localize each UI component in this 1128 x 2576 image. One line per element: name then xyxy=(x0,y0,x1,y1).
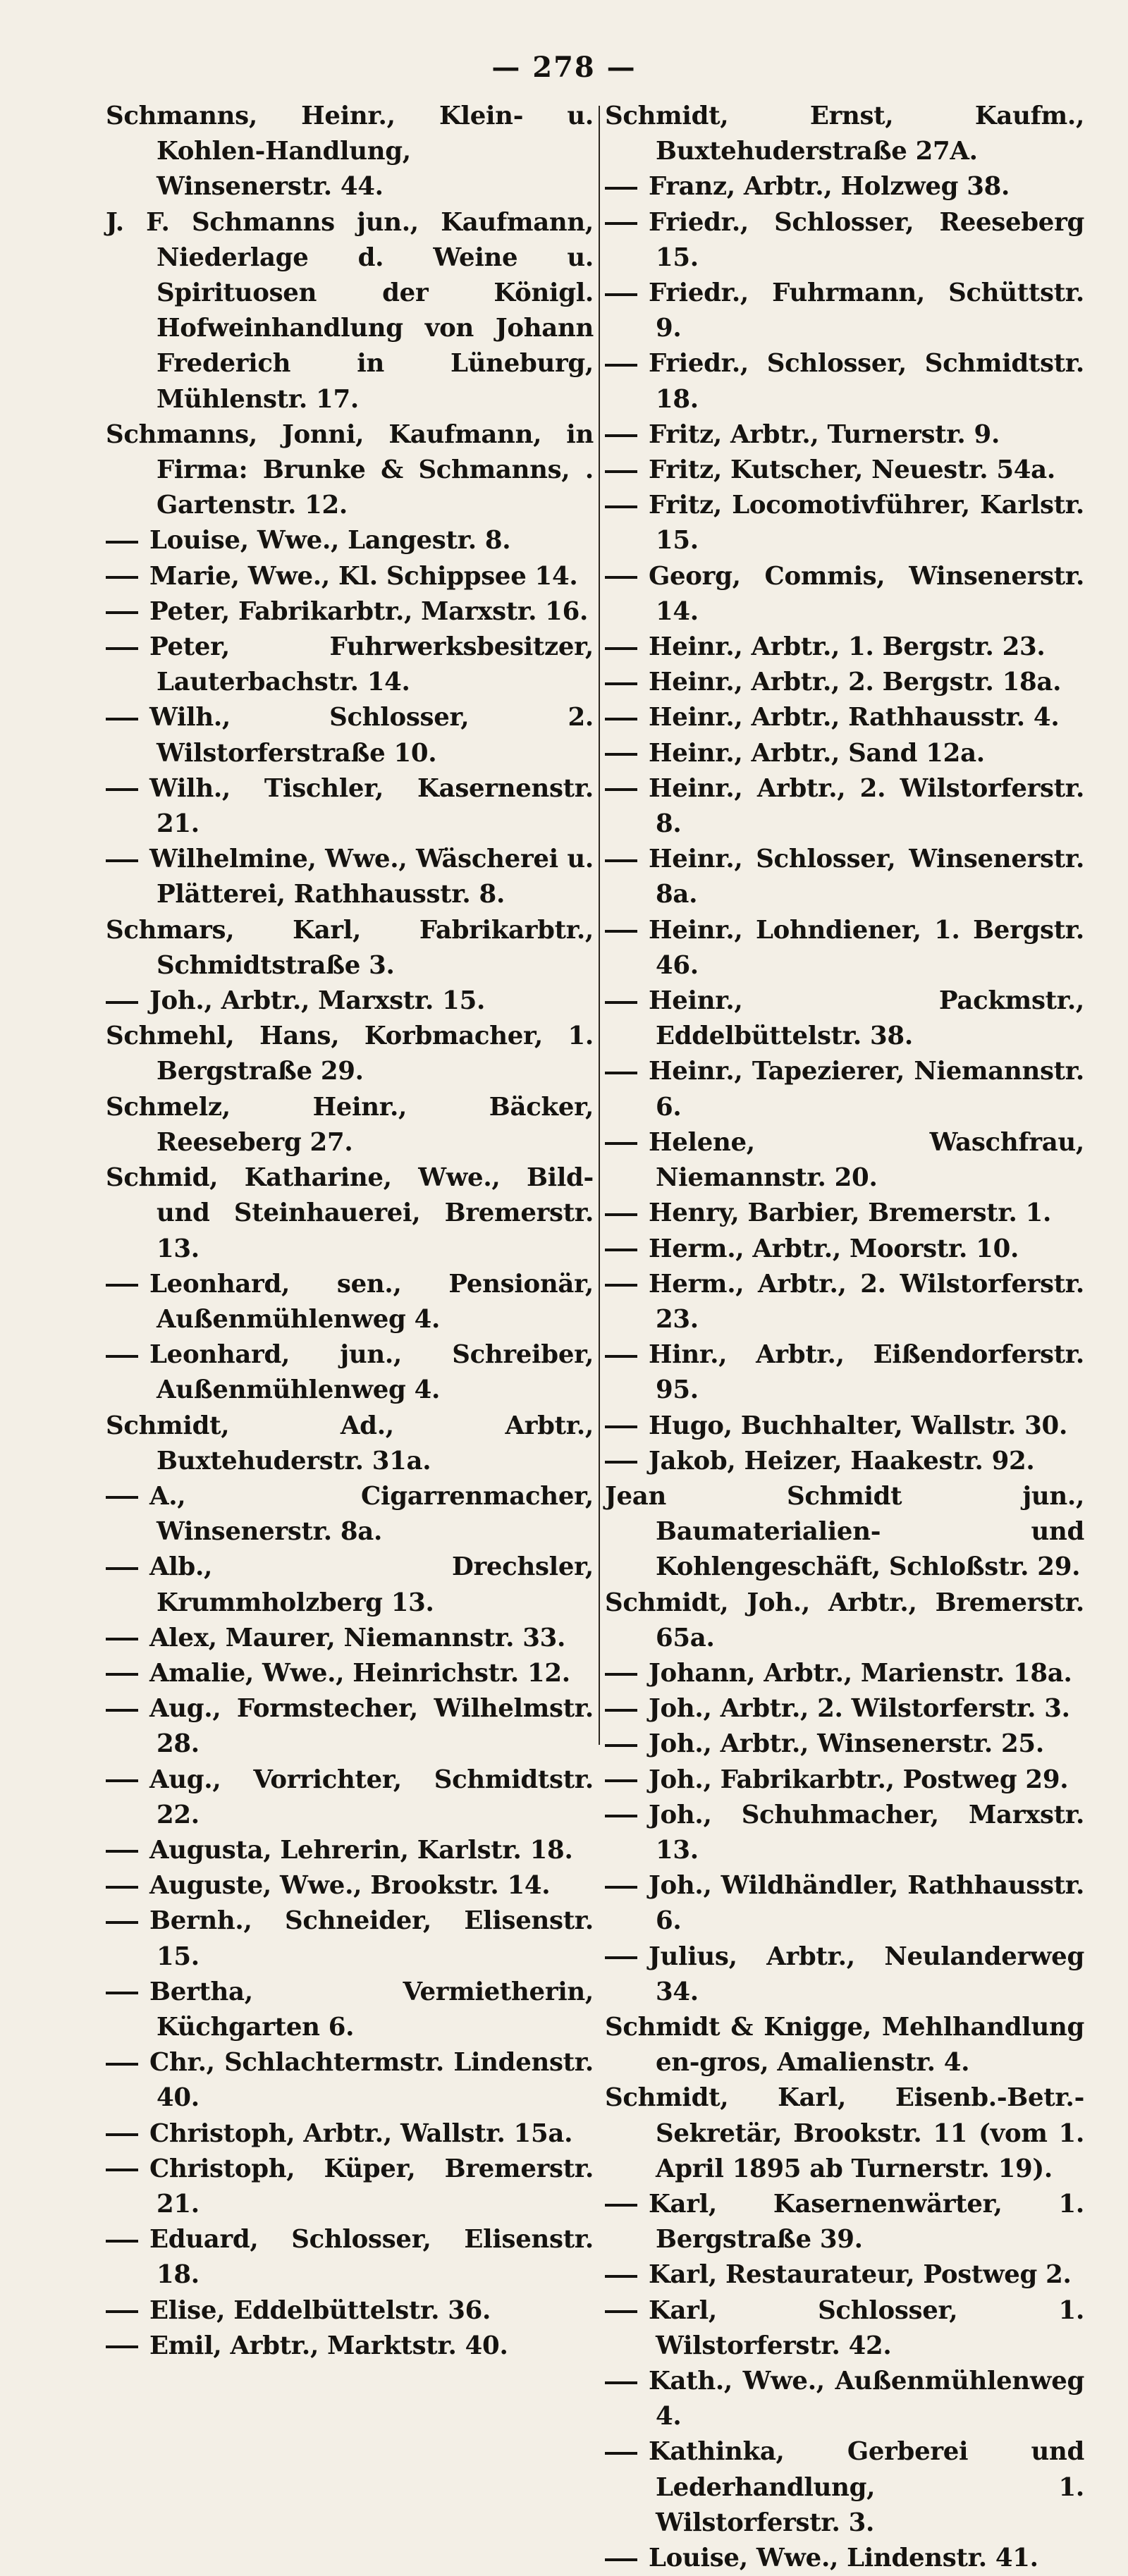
directory-subentry xyxy=(605,1337,1084,1408)
ditto-dash xyxy=(605,488,649,523)
ditto-dash xyxy=(605,842,649,877)
directory-entry xyxy=(605,2010,1084,2080)
directory-subentry xyxy=(605,1054,1084,1124)
entry-text: Emil, Arbtr., Marktstr. 40. xyxy=(149,2331,508,2360)
directory-subentry xyxy=(605,1232,1084,1267)
entry-text: Schmidt, Karl, Eisenb.-Betr.-Sekretär, Brookstr. 11 (vom 1. April 1895 ab Turnerstr. 19). xyxy=(605,2083,1084,2183)
entry-text: Karl, Schlosser, 1. Wilstorferstr. 42. xyxy=(649,2295,1084,2360)
directory-subentry xyxy=(605,1444,1084,1479)
directory-entry xyxy=(605,99,1084,169)
directory-entry xyxy=(106,1160,594,1267)
ditto-dash xyxy=(605,1656,649,1691)
ditto-dash xyxy=(605,1267,649,1302)
entry-text: Schmid, Katharine, Wwe., Bild- und Steinhauerei, Bremerstr. 13. xyxy=(106,1163,594,1263)
ditto-dash xyxy=(106,2329,149,2364)
directory-subentry xyxy=(106,2293,594,2329)
ditto-dash xyxy=(605,276,649,311)
ditto-dash xyxy=(106,1267,149,1302)
directory-subentry xyxy=(106,1903,594,1974)
entry-text: Jean Schmidt jun., Baumaterialien- und Kohlengeschäft, Schloßstr. 29. xyxy=(605,1481,1084,1582)
ditto-dash xyxy=(106,1868,149,1903)
ditto-dash xyxy=(605,1125,649,1160)
directory-subentry xyxy=(106,1267,594,1337)
entry-text: Herm., Arbtr., Moorstr. 10. xyxy=(649,1234,1019,1263)
ditto-dash xyxy=(605,630,649,665)
entry-text: Kathinka, Gerberei und Lederhandlung, 1. Wilstorferstr. 3. xyxy=(649,2437,1084,2537)
entry-text: Alb., Drechsler, Krummholzberg 13. xyxy=(149,1552,594,1617)
ditto-dash xyxy=(605,1868,649,1903)
ditto-dash xyxy=(106,2222,149,2257)
entry-text: Fritz, Arbtr., Turnerstr. 9. xyxy=(649,419,1000,449)
entry-text: Schmars, Karl, Fabrikarbtr., Schmidtstraße 3. xyxy=(106,915,594,980)
entry-text: Heinr., Arbtr., 2. Wilstorferstr. 8. xyxy=(649,773,1084,839)
entry-text: Christoph, Arbtr., Wallstr. 15a. xyxy=(149,2118,573,2148)
directory-subentry xyxy=(106,559,594,594)
ditto-dash xyxy=(106,842,149,877)
directory-subentry xyxy=(605,2187,1084,2257)
entry-text: Joh., Schuhmacher, Marxstr. 13. xyxy=(649,1800,1084,1865)
entry-text: Peter, Fuhrwerksbesitzer, Lauterbachstr. 14. xyxy=(149,632,594,697)
ditto-dash xyxy=(106,594,149,630)
entry-text: Louise, Wwe., Lindenstr. 41. xyxy=(649,2544,1038,2573)
directory-subentry xyxy=(605,630,1084,665)
ditto-dash xyxy=(106,983,149,1019)
directory-subentry xyxy=(605,1726,1084,1762)
ditto-dash xyxy=(106,2293,149,2329)
entry-text: Joh., Arbtr., 2. Wilstorferstr. 3. xyxy=(649,1694,1070,1724)
entry-text: Wilh., Schlosser, 2. Wilstorferstraße 10. xyxy=(149,703,594,768)
directory-subentry xyxy=(605,913,1084,983)
directory-entry xyxy=(106,1409,594,1479)
entry-text: J. F. Schmanns jun., Kaufmann, Niederlage d. Weine u. Spirituosen der Königl. Hofweinhandlung von Johann Frederich in Lüneburg, Mühlenstr. 17. xyxy=(106,207,594,414)
ditto-dash xyxy=(605,169,649,204)
entry-text: Julius, Arbtr., Neulanderweg 34. xyxy=(649,1942,1084,2006)
entry-text: Hugo, Buchhalter, Wallstr. 30. xyxy=(649,1411,1067,1440)
directory-entry xyxy=(605,1586,1084,1656)
directory-subentry xyxy=(106,2329,594,2364)
directory-subentry xyxy=(605,205,1084,276)
entry-text: Helene, Waschfrau, Niemannstr. 20. xyxy=(649,1127,1084,1193)
directory-subentry xyxy=(106,594,594,630)
directory-subentry xyxy=(106,1656,594,1691)
ditto-dash xyxy=(106,1903,149,1939)
directory-subentry xyxy=(605,453,1084,488)
directory-subentry xyxy=(605,2434,1084,2541)
entry-text: Amalie, Wwe., Heinrichstr. 12. xyxy=(149,1658,570,1688)
entry-text: Leonhard, sen., Pensionär, Außenmühlenweg 4. xyxy=(149,1269,594,1334)
ditto-dash xyxy=(605,2293,649,2329)
ditto-dash xyxy=(605,1232,649,1267)
directory-subentry xyxy=(605,1762,1084,1798)
directory-entry xyxy=(106,417,594,524)
entry-text: Wilh., Tischler, Kasernenstr. 21. xyxy=(149,773,594,839)
directory-subentry xyxy=(605,2364,1084,2434)
directory-subentry xyxy=(605,417,1084,453)
entry-text: Schmanns, Jonni, Kaufmann, in Firma: Brunke & Schmanns, . Gartenstr. 12. xyxy=(106,419,594,520)
directory-subentry xyxy=(605,1939,1084,2010)
directory-subentry xyxy=(106,1833,594,1868)
entry-text: Joh., Fabrikarbtr., Postweg 29. xyxy=(649,1765,1069,1794)
ditto-dash xyxy=(605,913,649,948)
directory-subentry xyxy=(605,665,1084,700)
ditto-dash xyxy=(605,1337,649,1373)
directory-entry xyxy=(106,913,594,983)
directory-subentry xyxy=(605,983,1084,1054)
directory-subentry xyxy=(605,1798,1084,1868)
directory-subentry xyxy=(605,2541,1084,2576)
ditto-dash xyxy=(605,2187,649,2222)
entry-text: Aug., Vorrichter, Schmidtstr. 22. xyxy=(149,1765,594,1829)
entry-text: Leonhard, jun., Schreiber, Außenmühlenweg 4. xyxy=(149,1340,594,1405)
entry-text: Fritz, Kutscher, Neuestr. 54a. xyxy=(649,455,1055,485)
entry-text: Schmelz, Heinr., Bäcker, Reeseberg 27. xyxy=(106,1092,594,1157)
ditto-dash xyxy=(605,1798,649,1833)
entry-text: Christoph, Küper, Bremerstr. 21. xyxy=(149,2154,594,2219)
ditto-dash xyxy=(605,1691,649,1726)
ditto-dash xyxy=(605,983,649,1019)
entry-text: Schmidt, Ernst, Kaufm., Buxtehuderstraße 27A. xyxy=(605,102,1084,166)
ditto-dash xyxy=(106,1691,149,1726)
ditto-dash xyxy=(605,736,649,771)
directory-subentry xyxy=(605,346,1084,417)
directory-subentry xyxy=(605,169,1084,204)
entry-text: Herm., Arbtr., 2. Wilstorferstr. 23. xyxy=(649,1269,1084,1334)
directory-subentry xyxy=(106,1975,594,2045)
directory-subentry xyxy=(605,1125,1084,1196)
entry-text: Heinr., Tapezierer, Niemannstr. 6. xyxy=(649,1057,1084,1122)
directory-subentry xyxy=(605,842,1084,912)
ditto-dash xyxy=(605,453,649,488)
directory-subentry xyxy=(106,1550,594,1620)
left-column xyxy=(106,99,594,2364)
directory-subentry xyxy=(106,2222,594,2293)
ditto-dash xyxy=(605,1939,649,1975)
ditto-dash xyxy=(605,665,649,700)
directory-subentry xyxy=(106,842,594,912)
directory-subentry xyxy=(106,2045,594,2116)
directory-subentry xyxy=(106,1691,594,1762)
directory-entry xyxy=(106,205,594,417)
ditto-dash xyxy=(605,559,649,594)
column-divider xyxy=(599,106,600,1745)
entry-text: Schmehl, Hans, Korbmacher, 1. Bergstraße 29. xyxy=(106,1022,594,1086)
entry-text: Schmidt & Knigge, Mehlhandlung en-gros, Amalienstr. 4. xyxy=(605,2012,1084,2078)
entry-text: Heinr., Arbtr., 1. Bergstr. 23. xyxy=(649,632,1046,662)
entry-text: Louise, Wwe., Langestr. 8. xyxy=(149,526,511,556)
ditto-dash xyxy=(605,2257,649,2293)
entry-text: Heinr., Packmstr., Eddelbüttelstr. 38. xyxy=(649,986,1084,1051)
ditto-dash xyxy=(605,1196,649,1231)
directory-subentry xyxy=(106,771,594,842)
directory-subentry xyxy=(106,1479,594,1550)
ditto-dash xyxy=(605,1762,649,1798)
directory-subentry xyxy=(605,700,1084,735)
ditto-dash xyxy=(106,630,149,665)
ditto-dash xyxy=(605,700,649,735)
entry-text: Eduard, Schlosser, Elisenstr. 18. xyxy=(149,2225,594,2290)
entry-text: A., Cigarrenmacher, Winsenerstr. 8a. xyxy=(149,1481,594,1547)
entry-text: Joh., Wildhändler, Rathhausstr. 6. xyxy=(649,1871,1084,1936)
entry-text: Henry, Barbier, Bremerstr. 1. xyxy=(649,1198,1052,1228)
right-column xyxy=(605,99,1084,2576)
ditto-dash xyxy=(605,1726,649,1762)
entry-text: Aug., Formstecher, Wilhelmstr. 28. xyxy=(149,1694,594,1759)
directory-subentry xyxy=(605,771,1084,842)
directory-subentry xyxy=(106,2116,594,2152)
entry-text: Heinr., Lohndiener, 1. Bergstr. 46. xyxy=(649,915,1084,980)
directory-subentry xyxy=(605,2257,1084,2293)
entry-text: Kath., Wwe., Außenmühlenweg 4. xyxy=(649,2367,1084,2431)
entry-text: Georg, Commis, Winsenerstr. 14. xyxy=(649,561,1084,626)
entry-text: Schmidt, Joh., Arbtr., Bremerstr. 65a. xyxy=(605,1588,1084,1652)
entry-text: Friedr., Schlosser, Reeseberg 15. xyxy=(649,207,1084,272)
directory-subentry xyxy=(106,700,594,771)
ditto-dash xyxy=(106,1621,149,1656)
directory-subentry xyxy=(605,488,1084,558)
entry-text: Chr., Schlachtermstr. Lindenstr. 40. xyxy=(149,2048,594,2113)
entry-text: Hinr., Arbtr., Eißendorferstr. 95. xyxy=(649,1340,1084,1405)
directory-subentry xyxy=(106,1868,594,1903)
entry-text: Heinr., Arbtr., 2. Bergstr. 18a. xyxy=(649,668,1062,697)
ditto-dash xyxy=(106,559,149,594)
ditto-dash xyxy=(605,346,649,381)
ditto-dash xyxy=(106,1833,149,1868)
ditto-dash xyxy=(605,2541,649,2576)
ditto-dash xyxy=(106,2116,149,2152)
directory-subentry xyxy=(605,2293,1084,2364)
directory-subentry xyxy=(106,1337,594,1408)
entry-text: Bernh., Schneider, Elisenstr. 15. xyxy=(149,1906,594,1971)
entry-text: Friedr., Schlosser, Schmidtstr. 18. xyxy=(649,349,1084,414)
entry-text: Joh., Arbtr., Winsenerstr. 25. xyxy=(649,1729,1044,1759)
entry-text: Wilhelmine, Wwe., Wäscherei u. Plätterei, Rathhausstr. 8. xyxy=(149,845,594,909)
entry-text: Schmidt, Ad., Arbtr., Buxtehuderstr. 31a. xyxy=(106,1411,594,1476)
directory-subentry xyxy=(106,523,594,558)
entry-text: Joh., Arbtr., Marxstr. 15. xyxy=(149,986,486,1016)
directory-entry xyxy=(106,99,594,205)
directory-subentry xyxy=(106,1762,594,1833)
directory-subentry xyxy=(605,1868,1084,1939)
ditto-dash xyxy=(605,205,649,240)
entry-text: Johann, Arbtr., Marienstr. 18a. xyxy=(649,1658,1072,1688)
ditto-dash xyxy=(106,1337,149,1373)
entry-text: Peter, Fabrikarbtr., Marxstr. 16. xyxy=(149,596,589,626)
ditto-dash xyxy=(106,2045,149,2080)
directory-entry xyxy=(605,1479,1084,1586)
ditto-dash xyxy=(605,1409,649,1444)
entry-text: Elise, Eddelbüttelstr. 36. xyxy=(149,2295,491,2325)
ditto-dash xyxy=(605,2364,649,2399)
entry-text: Schmanns, Heinr., Klein- u. Kohlen-Handlung, Winsenerstr. 44. xyxy=(106,102,594,202)
entry-text: Auguste, Wwe., Brookstr. 14. xyxy=(149,1871,551,1901)
directory-subentry xyxy=(605,1409,1084,1444)
entry-text: Franz, Arbtr., Holzweg 38. xyxy=(649,172,1010,202)
entry-text: Jakob, Heizer, Haakestr. 92. xyxy=(649,1446,1035,1476)
entry-text: Augusta, Lehrerin, Karlstr. 18. xyxy=(149,1835,573,1865)
directory-subentry xyxy=(605,276,1084,346)
ditto-dash xyxy=(106,1550,149,1585)
entry-text: Alex, Maurer, Niemannstr. 33. xyxy=(149,1623,566,1652)
entry-text: Bertha, Vermietherin, Küchgarten 6. xyxy=(149,1977,594,2042)
directory-subentry xyxy=(605,1267,1084,1337)
directory-subentry xyxy=(605,1196,1084,1231)
directory-subentry xyxy=(106,630,594,700)
entry-text: Marie, Wwe., Kl. Schippsee 14. xyxy=(149,561,578,591)
directory-subentry xyxy=(106,983,594,1019)
ditto-dash xyxy=(605,2434,649,2470)
entry-text: Friedr., Fuhrmann, Schüttstr. 9. xyxy=(649,278,1084,343)
ditto-dash xyxy=(106,1762,149,1798)
directory-subentry xyxy=(106,1621,594,1656)
directory-entry xyxy=(106,1090,594,1160)
ditto-dash xyxy=(106,700,149,735)
ditto-dash xyxy=(106,771,149,806)
ditto-dash xyxy=(106,1479,149,1514)
ditto-dash xyxy=(106,1656,149,1691)
entry-text: Heinr., Arbtr., Sand 12a. xyxy=(649,738,985,768)
ditto-dash xyxy=(605,771,649,806)
ditto-dash xyxy=(106,1975,149,2010)
directory-subentry xyxy=(106,2152,594,2222)
directory-subentry xyxy=(605,1691,1084,1726)
directory-subentry xyxy=(605,736,1084,771)
entry-text: Heinr., Arbtr., Rathhausstr. 4. xyxy=(649,703,1060,732)
ditto-dash xyxy=(605,1444,649,1479)
ditto-dash xyxy=(605,417,649,453)
entry-text: Fritz, Locomotivführer, Karlstr. 15. xyxy=(649,491,1084,556)
ditto-dash xyxy=(106,523,149,558)
directory-subentry xyxy=(605,559,1084,630)
ditto-dash xyxy=(106,2152,149,2187)
page-number: — 278 — xyxy=(491,51,637,84)
entry-text: Heinr., Schlosser, Winsenerstr. 8a. xyxy=(649,845,1084,909)
directory-entry xyxy=(106,1019,594,1089)
entry-text: Karl, Restaurateur, Postweg 2. xyxy=(649,2260,1072,2290)
ditto-dash xyxy=(605,1054,649,1089)
directory-subentry xyxy=(605,1656,1084,1691)
entry-text: Karl, Kasernenwärter, 1. Bergstraße 39. xyxy=(649,2189,1084,2255)
directory-entry xyxy=(605,2080,1084,2187)
